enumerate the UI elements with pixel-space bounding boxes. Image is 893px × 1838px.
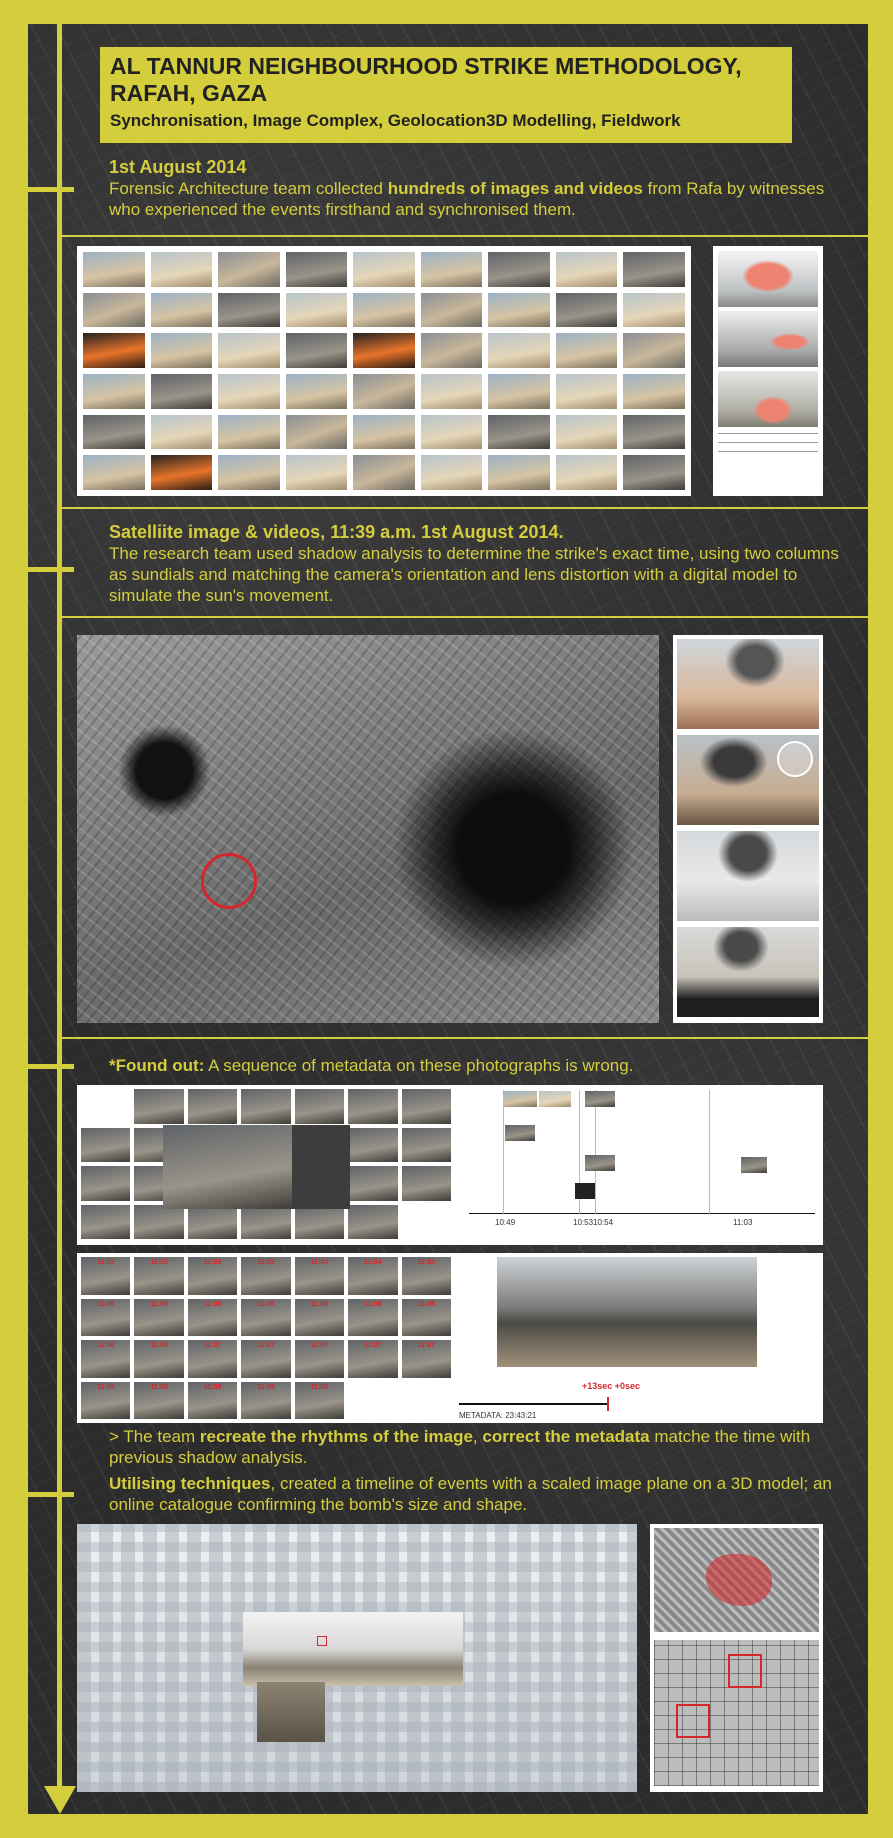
timeline-time: 10:53 [573, 1218, 594, 1227]
corrected-thumb [295, 1382, 344, 1420]
thumb-time-label: 11:08 [96, 1383, 115, 1391]
photo-thumb [556, 293, 618, 328]
explosion-frame [718, 251, 818, 307]
photo-thumb [218, 415, 280, 450]
metadata-dialog [292, 1125, 350, 1209]
photo-thumb [623, 252, 685, 287]
section3-heading [109, 1055, 849, 1076]
timeline-line [718, 451, 818, 452]
title-line-2: RAFAH, GAZA [110, 80, 268, 106]
recreate-text [109, 1426, 849, 1468]
corrected-thumb [241, 1340, 290, 1378]
metadata-thumb [188, 1089, 237, 1124]
photo-thumb [286, 455, 348, 490]
section2-text [109, 522, 849, 606]
photo-thumb [353, 333, 415, 368]
photo-thumb [353, 374, 415, 409]
photo-thumb [623, 455, 685, 490]
photo-thumb [83, 455, 145, 490]
found-out-label: *Found out: [109, 1056, 205, 1075]
photo-thumb [623, 415, 685, 450]
photo-thumb [421, 374, 483, 409]
model-building-cluster [257, 1682, 325, 1742]
photo-thumb [421, 252, 483, 287]
divider [62, 1037, 868, 1039]
thumb-time-label: 11:08 [310, 1383, 329, 1391]
timeline-tick [28, 567, 74, 572]
title-box [100, 47, 792, 143]
image-complex-panel [77, 246, 691, 496]
divider [62, 616, 868, 618]
utilising-bold: Utilising techniques [109, 1474, 271, 1493]
photo-thumb [556, 415, 618, 450]
photo-thumb [353, 252, 415, 287]
photo-thumb [488, 455, 550, 490]
model-frame [677, 831, 819, 921]
explosion-frame [718, 311, 818, 367]
photo-thumb [218, 374, 280, 409]
photo-thumb [83, 252, 145, 287]
photo-thumb [151, 252, 213, 287]
crater-box [676, 1704, 710, 1738]
thumb-time-label: 11:04 [417, 1259, 436, 1266]
model-frame [677, 927, 819, 1017]
thumb-time-label: 11:05 [150, 1300, 168, 1308]
metadata-thumb [81, 1205, 130, 1240]
crater-map [654, 1528, 819, 1632]
thumb-time-label: 11:05 [96, 1300, 115, 1308]
photo-thumb [488, 415, 550, 450]
explosion-sequence-panel [713, 246, 823, 496]
thumb-time-label: 11:06 [150, 1342, 168, 1349]
photo-thumb [556, 455, 618, 490]
compass-icon [777, 741, 813, 777]
corrected-thumb [295, 1340, 344, 1378]
metadata-thumb [295, 1089, 344, 1124]
recreate-bold-1: recreate the rhythms of the image [199, 1427, 473, 1446]
3d-model-panel [673, 635, 823, 1023]
thumb-time-label: 11:07 [203, 1342, 222, 1349]
thumb-time-label: 11:04 [310, 1259, 329, 1266]
strike-location-circle [201, 853, 257, 909]
timeline-marker [709, 1090, 710, 1215]
found-out-text: A sequence of metadata on these photographs is wrong. [204, 1056, 634, 1075]
thumb-time-label: 11:03 [96, 1259, 115, 1266]
photo-thumb [286, 374, 348, 409]
timeline-thumb [585, 1091, 615, 1107]
corrected-thumb [241, 1299, 290, 1337]
corrected-thumbs-grid [81, 1257, 451, 1419]
photo-thumb [218, 252, 280, 287]
section2-body: The research team used shadow analysis to determine the strike's exact time, using two columns as sundials and matching the camera's orientation and lens distortion with a digital model to simulate the sun's movement. [109, 544, 839, 605]
photo-thumb [286, 333, 348, 368]
thumb-time-label: 11:03 [203, 1259, 222, 1266]
corrected-thumb [81, 1382, 130, 1420]
corrected-thumb [241, 1257, 290, 1295]
thumb-time-label: 11:03 [150, 1259, 168, 1266]
photo-thumb [488, 252, 550, 287]
corrected-thumb [81, 1299, 130, 1337]
timeline-thumb [539, 1091, 571, 1107]
corrected-thumb [295, 1257, 344, 1295]
corrected-thumb [402, 1299, 451, 1337]
photo-thumb [218, 293, 280, 328]
corrected-thumb [134, 1299, 183, 1337]
photo-thumb [623, 333, 685, 368]
thumb-time-label: 11:06 [96, 1342, 115, 1349]
metadata-thumb [402, 1128, 451, 1163]
3d-city-model [77, 1524, 637, 1792]
corrected-thumb [134, 1257, 183, 1295]
photo-thumb [353, 415, 415, 450]
crater-box [728, 1654, 762, 1688]
timeline-line [718, 442, 818, 443]
timeline-thumb [505, 1125, 535, 1141]
thumb-time-label: 11:07 [257, 1342, 275, 1349]
timeline-tick [28, 187, 74, 192]
thumb-time-label: 11:06 [310, 1300, 329, 1308]
section1-heading: 1st August 2014 [109, 157, 247, 177]
page-title [110, 53, 782, 107]
corrected-thumb [188, 1340, 237, 1378]
correction-marker [607, 1397, 609, 1411]
photo-thumb [151, 293, 213, 328]
recreate-prefix: > [109, 1427, 124, 1446]
photo-thumb [83, 333, 145, 368]
photo-thumb [286, 293, 348, 328]
section1-body-pre: Forensic Architecture team collected [109, 179, 388, 198]
metadata-thumb [134, 1205, 183, 1240]
thumb-time-label: 11:08 [150, 1383, 168, 1391]
recreate-bold-2: correct the metadata [482, 1427, 650, 1446]
corrected-thumb [295, 1299, 344, 1337]
photo-thumb [488, 293, 550, 328]
photo-thumb [623, 374, 685, 409]
thumb-time-label: 11:03 [257, 1259, 275, 1266]
corrected-thumb [402, 1340, 451, 1378]
thumb-time-label: 11:04 [364, 1259, 382, 1266]
corrected-thumb [188, 1382, 237, 1420]
timeline-tick [28, 1492, 74, 1497]
thumb-time-label: 11:05 [203, 1300, 222, 1308]
corrected-thumb [241, 1382, 290, 1420]
utilising-rest: , created a timeline of events with a scaled image plane on a 3D model; an online catalogue confirming the bomb's size and shape. [109, 1474, 832, 1514]
section1-body-bold: hundreds of images and videos [387, 179, 643, 198]
corrected-thumb [134, 1340, 183, 1378]
thumb-time-label: 11:08 [257, 1383, 275, 1391]
timeline-tick [28, 1064, 74, 1069]
photo-thumb [421, 293, 483, 328]
metadata-thumb [348, 1089, 397, 1124]
crater-grid [654, 1640, 819, 1786]
timeline-thumb [585, 1155, 615, 1171]
corrected-thumb [81, 1340, 130, 1378]
section1-body-post: from Rafa by witnesses who experienced the events firsthand and synchronised them. [109, 179, 825, 219]
photo-thumb [286, 252, 348, 287]
title-line-1: AL TANNUR NEIGHBOURHOOD STRIKE METHODOLOGY, [110, 53, 742, 79]
timeline-marker [503, 1090, 504, 1215]
explosion-frame [718, 371, 818, 427]
metadata-label: METADATA: 23:43:21 [459, 1411, 537, 1420]
timeline-arrow-icon [44, 1786, 76, 1814]
metadata-thumb [348, 1205, 397, 1240]
metadata-thumb [241, 1089, 290, 1124]
metadata-thumb [295, 1205, 344, 1240]
panorama-image [497, 1257, 757, 1367]
recreate-pre: The team [123, 1427, 200, 1446]
empty-cell [81, 1089, 130, 1124]
metadata-thumb [81, 1128, 130, 1163]
thumb-time-label: 11:07 [310, 1342, 329, 1349]
corrected-thumb [81, 1257, 130, 1295]
satellite-image [77, 635, 659, 1023]
correction-timeline [459, 1403, 609, 1405]
corrected-thumb [348, 1257, 397, 1295]
timeline-marker [595, 1090, 596, 1215]
timeline-time: 10:49 [495, 1218, 516, 1227]
section1-text [109, 157, 849, 220]
strike-marker [317, 1636, 327, 1646]
thumb-time-label: 11:07 [364, 1342, 382, 1349]
scaled-image-plane [243, 1612, 463, 1686]
metadata-panel-bottom [77, 1253, 823, 1423]
vertical-timeline [57, 24, 62, 1796]
corrected-thumb [348, 1299, 397, 1337]
photo-thumb [286, 415, 348, 450]
recreate-mid: , [472, 1427, 483, 1446]
bomb-analysis-panel [650, 1524, 823, 1792]
photo-thumb [151, 333, 213, 368]
photo-thumb [353, 455, 415, 490]
metadata-thumb [188, 1205, 237, 1240]
photo-thumb [353, 293, 415, 328]
page-subtitle: Synchronisation, Image Complex, Geolocation3D Modelling, Fieldwork [110, 111, 681, 130]
thumb-time-label: 11:07 [417, 1342, 436, 1349]
photo-thumb [488, 374, 550, 409]
timeline-time: 10:54 [593, 1218, 614, 1227]
corrected-thumb [188, 1299, 237, 1337]
model-frame [677, 639, 819, 729]
photo-thumb [83, 415, 145, 450]
thumb-time-label: 11:05 [257, 1300, 275, 1308]
photo-thumb [151, 415, 213, 450]
thumb-time-label: 11:06 [417, 1300, 436, 1308]
photo-thumb [151, 374, 213, 409]
timeline-axis [469, 1213, 815, 1214]
metadata-thumb [81, 1166, 130, 1201]
corrected-thumb [402, 1257, 451, 1295]
recreate-post: matche the time with previous shadow analysis. [109, 1427, 811, 1467]
metadata-thumb [241, 1205, 290, 1240]
metadata-thumb [348, 1128, 397, 1163]
metadata-thumb [134, 1089, 183, 1124]
metadata-thumb [348, 1166, 397, 1201]
corrected-thumb [188, 1257, 237, 1295]
photo-thumb [623, 293, 685, 328]
photo-thumb [556, 252, 618, 287]
offset-label: +13sec +0sec [582, 1381, 641, 1391]
enlarged-photo [163, 1125, 293, 1209]
divider [62, 507, 868, 509]
photo-thumb [421, 415, 483, 450]
timeline-thumb [575, 1183, 595, 1199]
photo-thumb [218, 455, 280, 490]
photo-thumb [151, 455, 213, 490]
thumb-time-label: 11:06 [364, 1300, 382, 1308]
metadata-thumb [402, 1089, 451, 1124]
timeline-line [718, 433, 818, 434]
impact-area-overlay [706, 1554, 772, 1606]
timeline-thumb [741, 1157, 767, 1173]
divider [62, 235, 868, 237]
photo-thumb [83, 374, 145, 409]
photo-thumb [421, 333, 483, 368]
photo-thumb [556, 374, 618, 409]
photo-thumb [218, 333, 280, 368]
corrected-thumb [348, 1340, 397, 1378]
photo-thumb [488, 333, 550, 368]
empty-cell [402, 1205, 451, 1240]
timeline-time: 11:03 [733, 1218, 753, 1227]
photo-thumb [421, 455, 483, 490]
timeline-thumb [503, 1091, 537, 1107]
photo-thumb [556, 333, 618, 368]
utilising-text [109, 1473, 849, 1515]
metadata-thumb [402, 1166, 451, 1201]
photo-thumb [83, 293, 145, 328]
metadata-panel-top [77, 1085, 823, 1245]
section2-heading: Satelliite image & videos, 11:39 a.m. 1st August 2014. [109, 522, 564, 542]
model-frame [677, 735, 819, 825]
corrected-thumb [134, 1382, 183, 1420]
thumb-time-label: 11:08 [203, 1383, 222, 1391]
